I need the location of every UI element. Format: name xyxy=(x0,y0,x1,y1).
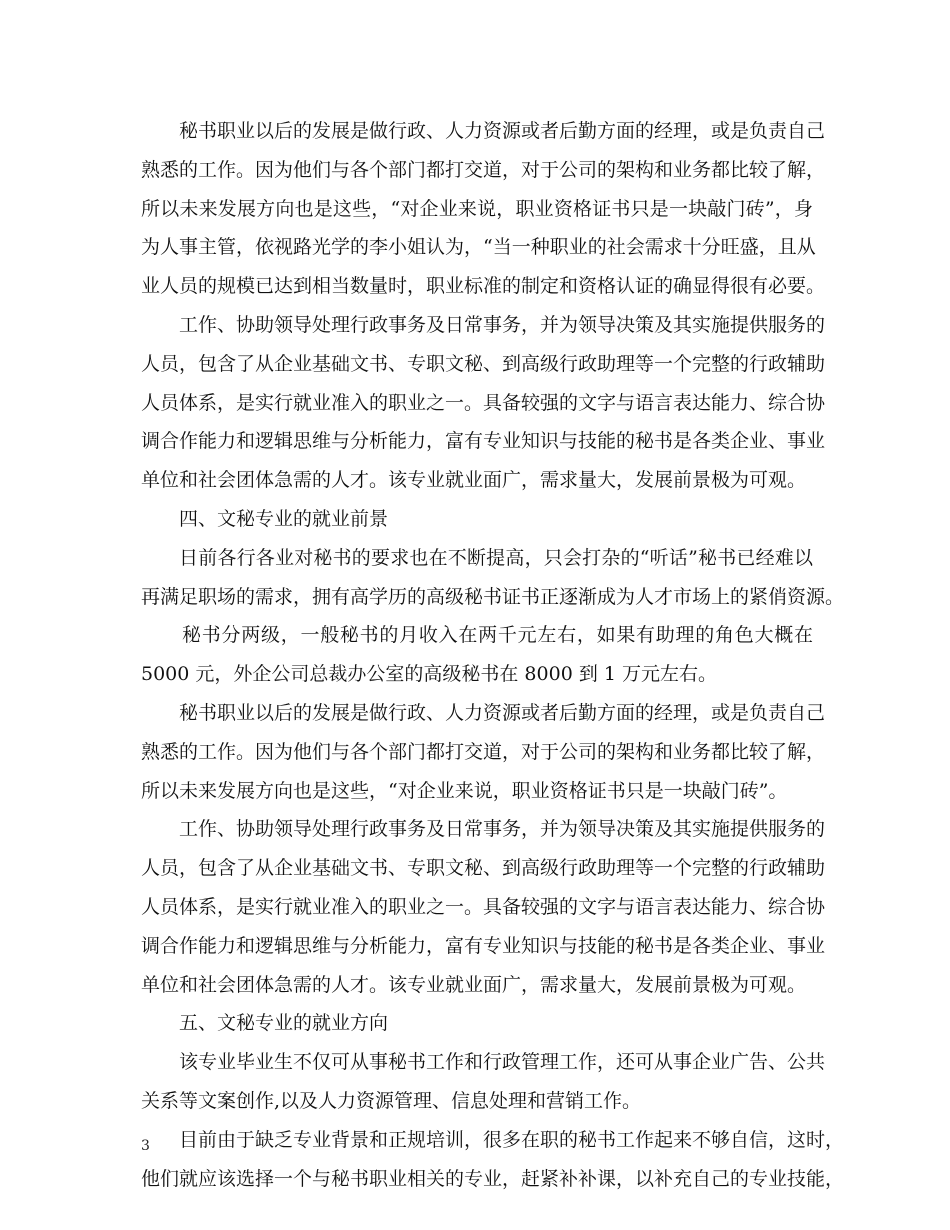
text-line: 日前各行各业对秘书的要求也在不断提高，只会打杂的“听话”秘书已经难以 xyxy=(179,546,813,569)
text-line: 他们就应该选择一个与秘书职业相关的专业，赶紧补补课，以补充自己的专业技能， xyxy=(141,1167,845,1190)
text-line: 人员体系，是实行就业准入的职业之一。具备较强的文字与语言表达能力、综合协 xyxy=(141,391,826,414)
text-line: 工作、协助领导处理行政事务及日常事务，并为领导决策及其实施提供服务的 xyxy=(179,818,826,841)
text-line: 秘书职业以后的发展是做行政、人力资源或者后勤方面的经理，或是负责自己 xyxy=(179,120,826,142)
text-line: 人员，包含了从企业基础文书、专职文秘、到高级行政助理等一个完整的行政辅助 xyxy=(141,352,826,375)
text-line: 人员体系，是实行就业准入的职业之一。具备较强的文字与语言表达能力、综合协 xyxy=(141,895,826,918)
text-line: 5000 元，外企公司总裁办公室的高级秘书在 8000 到 1 万元左右。 xyxy=(141,663,717,686)
text-line: 秘书职业以后的发展是做行政、人力资源或者后勤方面的经理，或是负责自己 xyxy=(179,701,826,724)
text-line: 业人员的规模已达到相当数量时，职业标准的制定和资格认证的确显得很有必要。 xyxy=(141,275,826,298)
text-line: 该专业毕业生不仅可从事秘书工作和行政管理工作，还可从事企业广告、公共 xyxy=(179,1051,826,1074)
text-line: 熟悉的工作。因为他们与各个部门都打交道，对于公司的架构和业务都比较了解， xyxy=(141,158,826,181)
text-line: 所以未来发展方向也是这些，“对企业来说，职业资格证书只是一块敲门砖”，身 xyxy=(141,197,813,220)
text-line: 所以未来发展方向也是这些，“对企业来说，职业资格证书只是一块敲门砖”。 xyxy=(141,779,788,802)
text-line: 单位和社会团体急需的人才。该专业就业面广，需求量大，发展前景极为可观。 xyxy=(141,469,807,492)
text-line: 工作、协助领导处理行政事务及日常事务，并为领导决策及其实施提供服务的 xyxy=(179,313,826,336)
document-body xyxy=(141,112,845,1198)
text-line: 再满足职场的需求，拥有高学历的高级秘书证书正逐渐成为人才市场上的紧俏资源。 xyxy=(141,585,845,608)
text-line: 调合作能力和逻辑思维与分析能力，富有专业知识与技能的秘书是各类企业、事业 xyxy=(141,934,826,957)
page-number: 3 xyxy=(141,1138,150,1154)
text-line: 单位和社会团体急需的人才。该专业就业面广，需求量大，发展前景极为可观。 xyxy=(141,973,807,996)
text-line: 秘书分两级，一般秘书的月收入在两千元左右，如果有助理的角色大概在 xyxy=(182,624,813,647)
text-line: 熟悉的工作。因为他们与各个部门都打交道，对于公司的架构和业务都比较了解， xyxy=(141,740,826,763)
text-line: 为人事主管，依视路光学的李小姐认为，“当一种职业的社会需求十分旺盛，且从 xyxy=(141,236,816,259)
text-line: 调合作能力和逻辑思维与分析能力，富有专业知识与技能的秘书是各类企业、事业 xyxy=(141,430,826,453)
text-line: 目前由于缺乏专业背景和正规培训，很多在职的秘书工作起来不够自信，这时， xyxy=(179,1128,845,1151)
section-heading: 五、文秘专业的就业方向 xyxy=(179,1012,389,1035)
text-line: 人员，包含了从企业基础文书、专职文秘、到高级行政助理等一个完整的行政辅助 xyxy=(141,857,826,880)
section-heading: 四、文秘专业的就业前景 xyxy=(179,507,389,530)
text-line: 关系等文案创作,以及人力资源管理、信息处理和营销工作。 xyxy=(141,1089,642,1112)
